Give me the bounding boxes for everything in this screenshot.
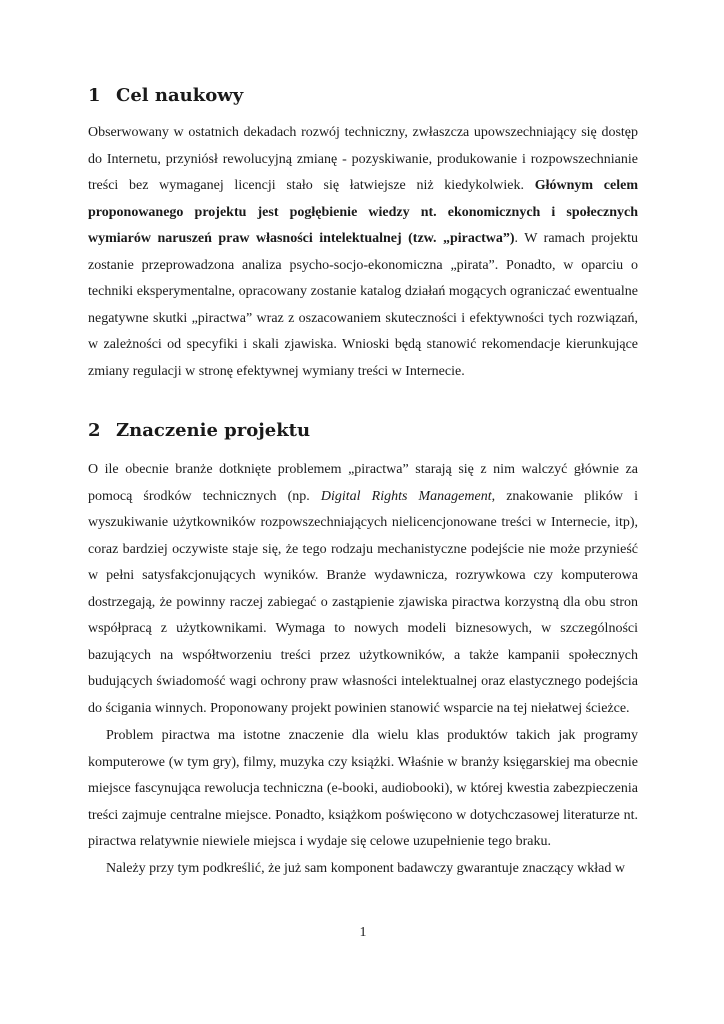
section-2-p1-italic: Digital Rights Management bbox=[320, 488, 492, 504]
page-number: 1 bbox=[359, 925, 367, 940]
section-2-paragraph-3: Należy przy tym podkreślić, że już sam komponent badawczy gwarantuje znaczący wkład w bbox=[106, 861, 625, 876]
section-2-title: Znaczenie projektu bbox=[116, 420, 311, 441]
section-1-title: Cel naukowy bbox=[116, 85, 244, 106]
section-2-paragraph-1 bbox=[88, 457, 638, 722]
section-2-number: 2 bbox=[88, 420, 101, 441]
section-2-paragraph-2: Problem piractwa ma istotne znaczenie dla wielu klas produktów takich jak programy komputerowe (w tym gry), filmy, muzyka czy książki. Właśnie w branży księgarskiej ma obecnie miejsce fascynująca rewolucja techniczna (e-booki, audiobooki), w której kwestia zabezpieczenia treści zajmuje centralne miejsce. Ponadto, książkom poświęcono w dotychczasowej literaturze nt. piractwa relatywnie niewiele miejsca i wydaje się celowe uzupełnienie tego braku. bbox=[88, 728, 638, 849]
section-2-heading bbox=[88, 419, 310, 443]
section-1-text-1: Obserwowany w ostatnich dekadach rozwój techniczny, zwłaszcza upowszechniający się dostęp do Internetu, przyniósł rewolucyjną zmianę - pozyskiwanie, produkowanie i rozpowszechnianie treści bez wymaganej licencji stało się łatwiejsze niż kiedykolwiek. bbox=[88, 125, 638, 193]
section-1-bold-goal: Głównym celem proponowanego projektu jest pogłębienie wiedzy nt. ekonomicznych i społecznych wymiarów naruszeń praw własności intelektualnej (tzw. „piractwa”) bbox=[88, 178, 639, 246]
document-page bbox=[88, 0, 638, 1024]
section-2-p1-text-1: O ile obecnie branże dotknięte problemem „piractwa” starają się z nim walczyć głównie za pomocą środków technicznych (np. bbox=[88, 462, 638, 504]
section-1-text-2: . W ramach projektu zostanie przeprowadzona analiza psycho-socjo-ekonomiczna „pirata”. Ponadto, w oparciu o techniki eksperymentalne, opracowany zostanie katalog działań mogących ograniczać ewentualne negatywne skutki „piractwa” wraz z oszacowaniem skuteczności i efektywności tych rozwiązań, w zależności od specyfiki i skali zjawiska. Wnioski będą stanowić rekomendacje kierunkujące zmiany regulacji w stronę efektywnej wymiany treści w Internecie. bbox=[88, 231, 639, 379]
section-1-heading bbox=[88, 84, 243, 108]
section-1-paragraph bbox=[88, 120, 638, 385]
section-1-number: 1 bbox=[88, 85, 101, 106]
section-2-p1-text-2: , znakowanie plików i wyszukiwanie użytkowników rozpowszechniających nielicencjonowane treści w Internecie, itp), coraz bardziej oczywiste staje się, że tego rodzaju mechanistyczne podejście nie może przynieść w pełni satysfakcjonujących wyników. Branże wydawnicza, rozrywkowa czy komputerowa dostrzegają, że powinny raczej zabiegać o zastąpienie zjawiska piractwa korzystną dla obu stron współpracą z użytkownikami. Wymaga to nowych modeli biznesowych, w szczególności bazujących na współtworzeniu treści przez użytkowników, a także kampanii społecznych budujących świadomość wagi ochrony praw własności intelektualnej oraz elastycznego podejścia do ścigania winnych. Proponowany projekt powinien stanowić wsparcie na tej niełatwej ścieżce. bbox=[88, 488, 638, 716]
